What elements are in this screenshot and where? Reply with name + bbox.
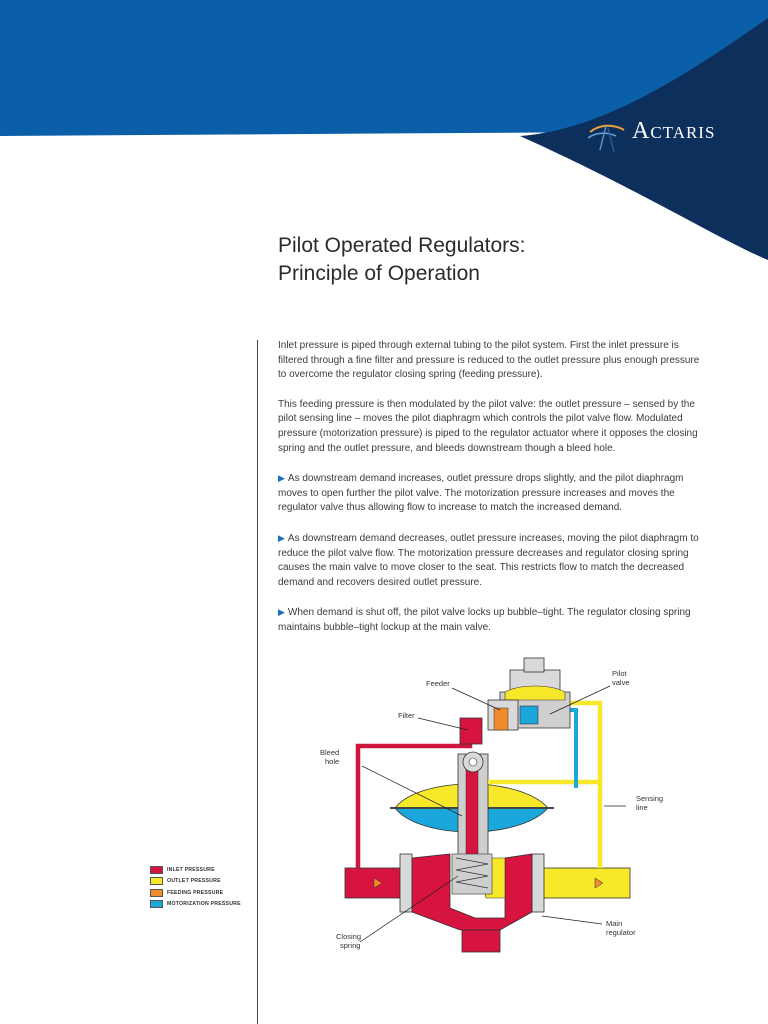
title-line-1: Pilot Operated Regulators: bbox=[278, 234, 526, 257]
vertical-divider bbox=[257, 340, 258, 1024]
label-closing: Closing bbox=[336, 932, 362, 941]
label-filter: Filter bbox=[398, 711, 415, 720]
label-main: Main bbox=[606, 919, 623, 928]
legend-item-inlet: INLET PRESSURE bbox=[150, 864, 241, 875]
legend-item-motorization: MOTORIZATION PRESSURE bbox=[150, 899, 241, 910]
paragraph-bullet: ▶ As downstream demand decreases, outlet pressure increases, moving the pilot diaphragm to reduce the pilot valve flow. The motorization pressure decreases and regulator closing spring causes the main valve to move closer to the seat. This restricts flow to match the decreased demand and recovers desired outlet pressure. bbox=[278, 532, 699, 588]
label-feeder: Feeder bbox=[426, 679, 450, 688]
paragraph-bullet: ▶ When demand is shut off, the pilot valve locks up bubble–tight. The regulator closing spring maintains bubble–tight lockup at the main valve. bbox=[278, 607, 691, 633]
swatch-outlet bbox=[150, 877, 163, 885]
label-spring: spring bbox=[340, 941, 361, 950]
bullet-arrow-icon: ▶ bbox=[278, 473, 285, 484]
paragraph: Inlet pressure is piped through external tubing to the pilot system. First the inlet pressure is filtered through a fine filter and pressure is reduced to the outlet pressure plus enough pressure to overcome the regulator closing spring (feeding pressure). bbox=[278, 340, 700, 381]
page-title bbox=[278, 232, 525, 288]
swatch-inlet bbox=[150, 866, 163, 874]
label-pilot: Pilot bbox=[612, 669, 627, 678]
paragraph: This feeding pressure is then modulated by the pilot valve: the outlet pressure – sensed by the pilot sensing line – moves the pilot diaphragm which controls the pilot valve flow. Modulated pressure (motorization pressure) is piped to the regulator actuator where it opposes the closing spring and the outlet pressure, and bleeds downstream though a bleed hole. bbox=[278, 398, 698, 454]
bullet-arrow-icon: ▶ bbox=[278, 532, 285, 543]
label-bleed: Bleed bbox=[320, 748, 340, 757]
paragraph-bullet: ▶ As downstream demand increases, outlet pressure drops slightly, and the pilot diaphragm moves to open further the pilot valve. The motorization pressure increases and moves the regulator valve thus allowing flow to increase to match the increased demand. bbox=[278, 473, 684, 514]
swatch-feeding bbox=[150, 889, 163, 897]
bullet-arrow-icon: ▶ bbox=[278, 607, 285, 618]
pressure-legend bbox=[150, 864, 241, 910]
label-line: line bbox=[636, 803, 648, 812]
legend-item-feeding: FEEDING PRESSURE bbox=[150, 887, 241, 898]
regulator-diagram bbox=[300, 658, 664, 958]
actaris-logo-mark bbox=[586, 118, 626, 156]
body-text bbox=[278, 339, 703, 651]
legend-item-outlet: OUTLET PRESSURE bbox=[150, 876, 241, 887]
label-valve: valve bbox=[612, 678, 630, 687]
title-line-2: Principle of Operation bbox=[278, 262, 480, 285]
brand-logo: Actaris bbox=[632, 118, 716, 144]
swatch-motorization bbox=[150, 900, 163, 908]
label-hole: hole bbox=[325, 757, 340, 766]
label-sensing: Sensing bbox=[636, 794, 664, 803]
label-regulator: regulator bbox=[606, 928, 636, 937]
